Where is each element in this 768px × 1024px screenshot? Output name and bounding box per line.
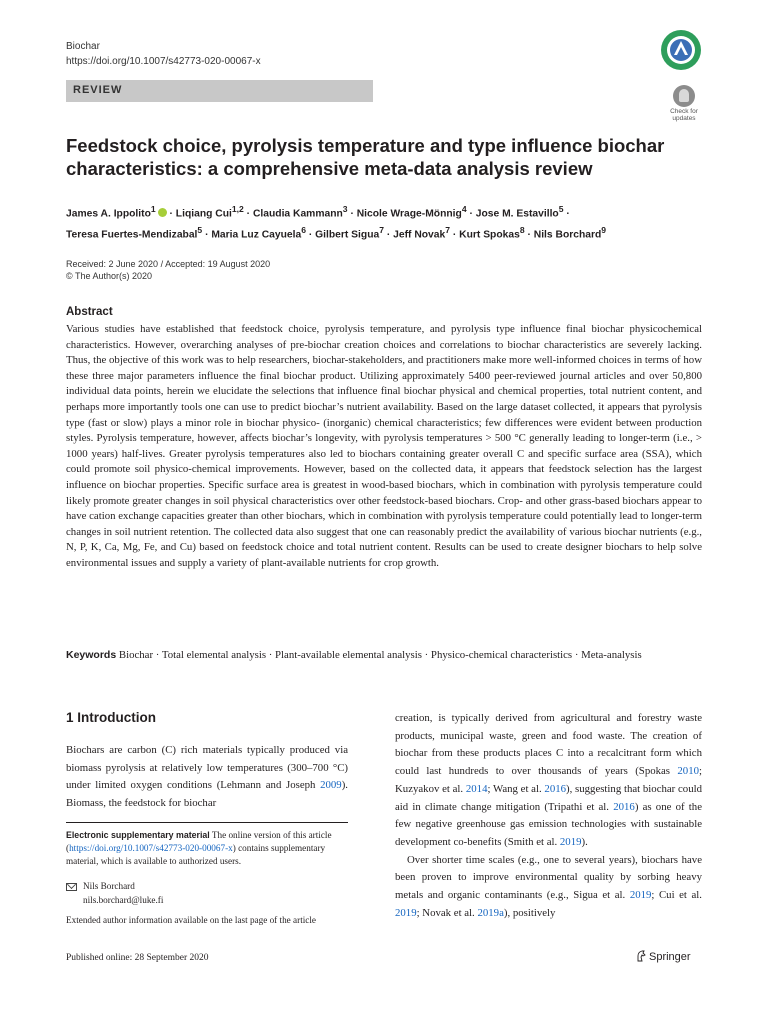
affiliation-ref: 8: [519, 225, 525, 236]
author-name[interactable]: · Kurt Spokas: [450, 229, 520, 241]
body-text: ). Biomass, the feedstock for biochar: [66, 779, 348, 810]
abstract-heading: Abstract: [66, 306, 113, 318]
right-column: [395, 710, 702, 922]
author-line-1: [66, 201, 706, 222]
journal-logo-icon: [660, 29, 702, 71]
affiliation-ref: 6: [301, 225, 306, 236]
author-name[interactable]: · Nils Borchard: [524, 229, 602, 241]
affiliation-ref: 1,2: [231, 204, 244, 214]
intro-paragraph-2: [395, 852, 702, 923]
citation-link[interactable]: 2014: [465, 782, 488, 795]
intro-paragraph-1: [66, 742, 348, 813]
section-heading-introduction: 1 Introduction: [66, 710, 156, 725]
author-name[interactable]: · Jose M. Estavillo: [466, 208, 559, 220]
body-text: Over shorter time scales (e.g., one to several years), biochars have been proven to improve environmental quality by sorbing heavy metals and organic contaminants (e.g., Sigua et al.: [395, 853, 702, 902]
body-text: ; Kuzyakov et al.: [395, 765, 702, 795]
published-online-date: Published online: 28 September 2020: [66, 953, 209, 963]
article-dates: [66, 258, 270, 282]
article-type-bar: [66, 80, 373, 102]
corresponding-author-email[interactable]: nils.borchard@luke.fi: [83, 895, 164, 905]
author-line-2: [66, 222, 706, 243]
article-type-label: REVIEW: [73, 84, 123, 96]
author-name[interactable]: · Nicole Wrage-Mönnig: [347, 208, 462, 220]
affiliation-ref: 5: [558, 204, 564, 214]
affiliation-ref: 5: [197, 225, 203, 236]
citation-link[interactable]: 2019: [629, 889, 652, 902]
citation-link[interactable]: 2016: [544, 782, 567, 795]
abstract-text: Various studies have established that feedstock choice, pyrolysis temperature, and pyrolysis type influence final biochar physicochemical characteristics. However, overarching analyses of pre-biochar creation choices and correlations to biochar characteristics are severely lacking. Thus, the objective of this work was to help researchers, biochar-stakeholders, and practitioners make more well-informed choices in terms of how these three major parameters influence the final biochar product. Utilizing approximately 5400 peer-reviewed journal articles and over 50,800 individual data points, herein we elucidate the selections that influence final biochar physical and chemical properties, total nutrient content, and perhaps more importantly tools one can use to predict biochar’s nutrient availability. Based on the large dataset collected, it appears that pyrolysis type (fast or slow) plays a minor role in biochar physico- (inorganic) chemical characteristics; few differences were evident between production styles. Pyrolysis temperature, however, affects biochar’s longevity, with pyrolysis temperatures > 500 °C generally leading to longer-term (i.e., > 1000 years) half-lives. Greater pyrolysis temperatures also led to biochars containing greater overall C and specific surface area (SSA), which could promote soil physico-chemical improvements. However, based on the collected data, it appears that feedstock selection has the largest influence on biochar properties. Specific surface area is greatest in wood-based biochars, which in combination with pyrolysis temperature could likely promote greater changes in soil physical characteristics over other feedstock-based biochars. Crop- and other grass-based biochars appear to have cation exchange capacities greater than other biochars, which in combination with pyrolysis temperature could potentially lead to longer-term changes in soil nutrient retention. The collected data also suggest that one can reasonably predict the availability of various biochar nutrients (e.g., N, P, K, Ca, Mg, Fe, and Cu) based on feedstock choice and total nutrient content. Results can be used to create designer biochars to help solve environmental issues and supply a variety of plant-available nutrients for crop growth.: [66, 323, 702, 569]
extended-author-info: Extended author information available on the last page of the article: [66, 915, 317, 925]
author-name[interactable]: · Liqiang Cui: [166, 208, 232, 220]
body-text: ; Wang et al.: [487, 782, 545, 795]
body-text: ; Novak et al.: [416, 906, 478, 919]
keywords-label: Keywords: [66, 649, 117, 661]
intro-paragraph-1-cont: [395, 710, 702, 852]
author-name[interactable]: · Gilbert Sigua: [305, 229, 380, 241]
received-accepted: Received: 2 June 2020 / Accepted: 19 August 2020: [66, 259, 271, 269]
citation-link[interactable]: 2009: [320, 779, 342, 792]
affiliation-ref: 9: [601, 225, 607, 236]
publisher-name: Springer: [649, 951, 691, 963]
citation-link[interactable]: 2019: [395, 906, 417, 919]
check-for-updates-badge[interactable]: [664, 84, 704, 124]
body-text: ) as one of the few negative greenhouse gas emission technologies with sustainable development co-benefits (Smith et al.: [395, 800, 702, 848]
copyright: © The Author(s) 2020: [66, 271, 153, 281]
esm-label: Electronic supplementary material: [66, 830, 210, 840]
esm-link[interactable]: https://doi.org/10.1007/s42773-020-00067-x: [69, 843, 233, 853]
citation-link[interactable]: 2019a: [477, 906, 504, 919]
keywords: [66, 648, 702, 664]
keywords-text: Biochar · Total elemental analysis · Plant-available elemental analysis · Physico-chemical characteristics · Meta-analysis: [118, 649, 642, 661]
orcid-icon[interactable]: [158, 208, 167, 217]
affiliation-ref: 1: [150, 204, 156, 214]
citation-link[interactable]: 2016: [613, 800, 635, 813]
affiliation-ref: 7: [445, 225, 451, 236]
article-title: Feedstock choice, pyrolysis temperature and type influence biochar characteristics: a comprehensive meta-data analysis review: [66, 135, 665, 179]
envelope-icon: [66, 883, 77, 891]
check-updates-label: Check for updates: [670, 108, 698, 122]
author-list: [66, 201, 706, 244]
publisher-logo: [636, 950, 691, 963]
check-updates-icon: [673, 85, 695, 107]
body-text: The online version of this article (: [66, 830, 332, 853]
author-name[interactable]: · Claudia Kammann: [243, 208, 343, 220]
citation-link[interactable]: 2019: [559, 835, 582, 848]
body-text: ), suggesting that biochar could aid in climate change mitigation (Tripathi et al.: [395, 782, 702, 813]
journal-name: Biochar: [66, 41, 100, 52]
body-text: Biochars are carbon (C) rich materials typically produced via biomass pyrolysis at relatively low temperatures (300–700 °C) under limited oxygen conditions (Lehmann and Joseph: [66, 744, 348, 792]
citation-link[interactable]: 2010: [677, 765, 699, 778]
springer-horse-icon: [636, 950, 646, 962]
author-name[interactable]: · Maria Luz Cayuela: [202, 229, 302, 241]
body-text: ).: [581, 835, 588, 848]
author-name[interactable]: James A. Ippolito: [66, 208, 151, 220]
author-name[interactable]: · Jeff Novak: [384, 229, 446, 241]
article-doi[interactable]: https://doi.org/10.1007/s42773-020-00067-x: [66, 56, 261, 67]
body-text: creation, is typically derived from agricultural and forestry waste products, municipal waste, green and food waste. The creation of biochar from these products places C into a recalcitrant form which could last hundreds to over thousands of years (Spokas: [395, 712, 702, 778]
affiliation-ref: 3: [342, 204, 348, 214]
body-text: ) contains supplementary material, which is available to authorized users.: [66, 843, 326, 866]
author-separator: ·: [563, 208, 570, 220]
author-name[interactable]: Teresa Fuertes-Mendizabal: [66, 229, 198, 241]
corresponding-author-name: Nils Borchard: [83, 881, 135, 891]
affiliation-ref: 4: [461, 204, 467, 214]
supplementary-note: [66, 829, 348, 868]
body-text: ; Cui et al.: [651, 889, 702, 902]
footnote-divider: [66, 822, 348, 823]
body-text: ), positively: [503, 906, 556, 919]
affiliation-ref: 7: [379, 225, 384, 236]
